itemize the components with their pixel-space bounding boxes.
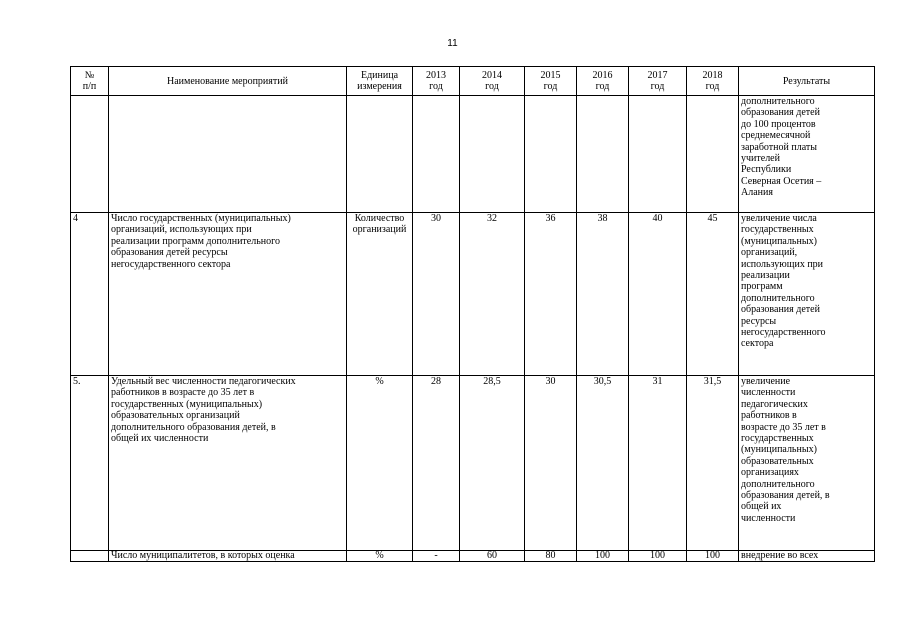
row-2015 (525, 96, 577, 213)
row-2016: 30,5 (577, 376, 629, 551)
row-name: Число государственных (муниципальных) организаций, использующих при реализации программ дополнительного образования детей ресурсы негосударственного сектора (109, 213, 347, 376)
row-2016: 100 (577, 551, 629, 562)
measures-table (70, 66, 875, 562)
header-2018: 2018 год (687, 67, 739, 96)
page-number: 11 (447, 38, 458, 49)
header-results: Результаты (739, 67, 875, 96)
row-2013: 30 (413, 213, 460, 376)
header-2017: 2017 год (629, 67, 687, 96)
row-unit: % (347, 551, 413, 562)
row-2014: 28,5 (460, 376, 525, 551)
table-header-row (71, 67, 875, 96)
table-row (71, 96, 875, 213)
header-unit: Единица измерения (347, 67, 413, 96)
row-2013 (413, 96, 460, 213)
row-name: Число муниципалитетов, в которых оценка (109, 551, 347, 562)
row-result: увеличение численности педагогических работников в возрасте до 35 лет в государственных (муниципальных) образовательных организациях дополнительного образования детей, в общей их численности (739, 376, 875, 551)
row-no (71, 551, 109, 562)
table-row (71, 213, 875, 376)
header-name: Наименование мероприятий (109, 67, 347, 96)
row-2014: 60 (460, 551, 525, 562)
table-row (71, 551, 875, 562)
row-2015: 80 (525, 551, 577, 562)
row-name: Удельный вес численности педагогических работников в возрасте до 35 лет в государственных (муниципальных) образовательных организаций дополнительного образования детей, в общей их численности (109, 376, 347, 551)
row-2015: 36 (525, 213, 577, 376)
row-result: увеличение числа государственных (муниципальных) организаций, использующих при реализации программ дополнительного образования детей ресурсы негосударственного сектора (739, 213, 875, 376)
row-2013: - (413, 551, 460, 562)
header-no: № п/п (71, 67, 109, 96)
row-2013: 28 (413, 376, 460, 551)
row-name (109, 96, 347, 213)
row-2015: 30 (525, 376, 577, 551)
header-2014: 2014 год (460, 67, 525, 96)
header-2016: 2016 год (577, 67, 629, 96)
row-2018 (687, 96, 739, 213)
row-unit: Количество организаций (347, 213, 413, 376)
row-no: 4 (71, 213, 109, 376)
row-2016: 38 (577, 213, 629, 376)
row-2018: 100 (687, 551, 739, 562)
row-2014 (460, 96, 525, 213)
row-unit (347, 96, 413, 213)
table-row (71, 376, 875, 551)
row-2017: 40 (629, 213, 687, 376)
row-2018: 45 (687, 213, 739, 376)
row-result: дополнительного образования детей до 100 процентов среднемесячной заработной платы учителей Республики Северная Осетия – Алания (739, 96, 875, 213)
row-2017: 31 (629, 376, 687, 551)
row-2017: 100 (629, 551, 687, 562)
row-no: 5. (71, 376, 109, 551)
row-2014: 32 (460, 213, 525, 376)
row-unit: % (347, 376, 413, 551)
row-2017 (629, 96, 687, 213)
row-result: внедрение во всех (739, 551, 875, 562)
header-2015: 2015 год (525, 67, 577, 96)
row-2018: 31,5 (687, 376, 739, 551)
row-2016 (577, 96, 629, 213)
header-2013: 2013 год (413, 67, 460, 96)
row-no (71, 96, 109, 213)
